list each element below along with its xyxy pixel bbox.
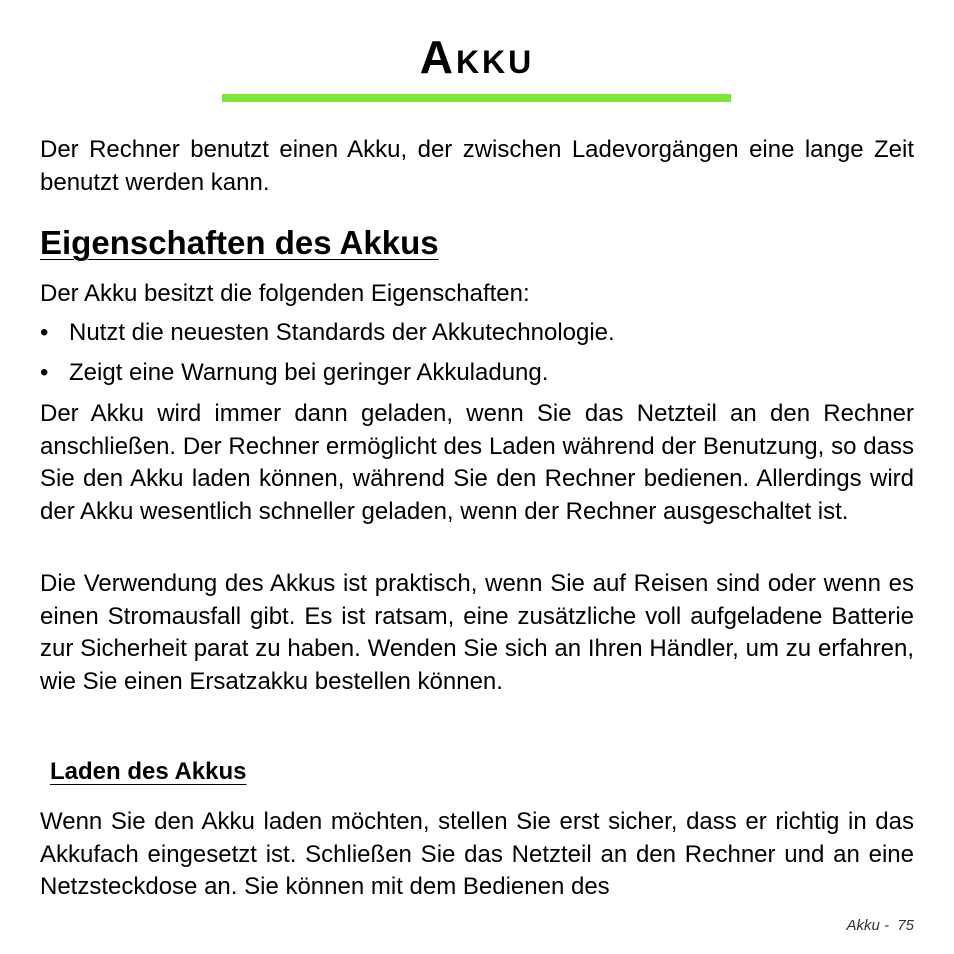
feature-list	[40, 317, 914, 397]
section2-paragraph: Wenn Sie den Akku laden möchten, stellen Sie erst sicher, dass er richtig in das Akkufach eingesetzt ist. Schließen Sie das Netzteil an den Rechner und an eine Netzsteckdose an. Sie können mit dem Bedienen des	[40, 808, 914, 900]
footer-label: Akku -	[846, 917, 889, 934]
section1-paragraph-usage: Die Verwendung des Akkus ist praktisch, wenn Sie auf Reisen sind oder wenn es einen Stromausfall gibt. Es ist ratsam, eine zusätzliche voll aufgeladene Batterie zur Sicherheit parat zu haben. Wenden Sie sich an Ihren Händler, um zu erfahren, wie Sie einen Ersatzakku bestellen können.	[40, 570, 914, 695]
list-item-text: Zeigt eine Warnung bei geringer Akkuladung.	[69, 359, 549, 386]
section-heading-eigenschaften: Eigenschaften des Akkus	[40, 224, 439, 261]
page-title: Akku	[419, 31, 535, 83]
section-heading-laden: Laden des Akkus	[50, 758, 247, 785]
page-footer	[846, 917, 914, 934]
section1-paragraph-charging: Der Akku wird immer dann geladen, wenn Sie das Netzteil an den Rechner anschließen. Der Rechner ermöglicht des Laden während der Benutzung, so dass Sie den Akku laden können, während Sie den Rechner bedienen. Allerdings wird der Akku wesentlich schneller geladen, wenn der Rechner ausgeschaltet ist.	[40, 400, 914, 525]
section1-lead: Der Akku besitzt die folgenden Eigenschaften:	[40, 280, 530, 307]
title-underline-bar	[222, 94, 731, 102]
bullet-icon: •	[40, 359, 49, 386]
bullet-icon: •	[40, 319, 49, 346]
list-item	[40, 357, 914, 389]
list-item-text: Nutzt die neuesten Standards der Akkutechnologie.	[69, 319, 615, 346]
list-item	[40, 317, 914, 349]
page-number: 75	[897, 917, 914, 934]
intro-paragraph: Der Rechner benutzt einen Akku, der zwischen Ladevorgängen eine lange Zeit benutzt werden kann.	[40, 136, 914, 196]
